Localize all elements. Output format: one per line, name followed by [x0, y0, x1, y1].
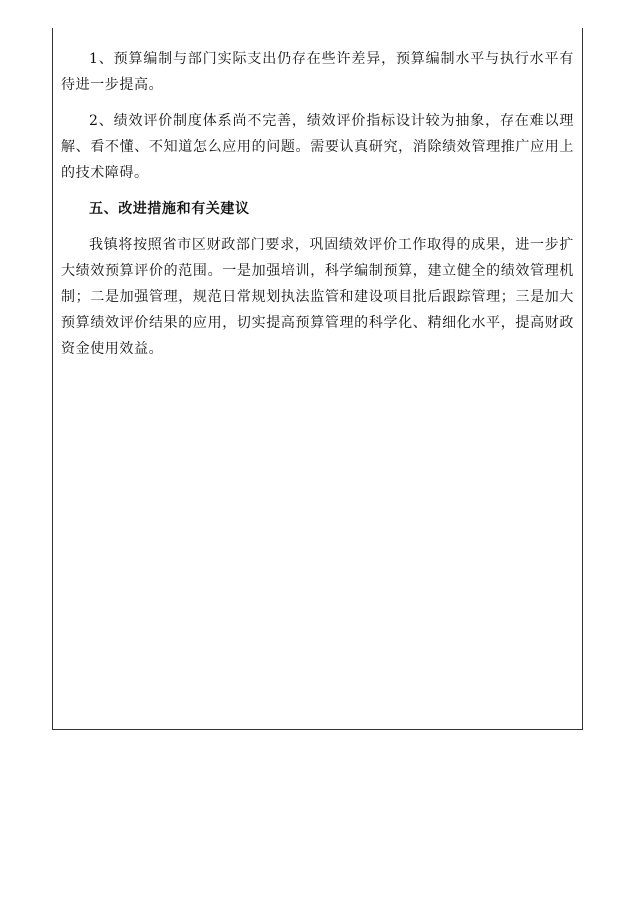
section-heading: 五、改进措施和有关建议 — [89, 201, 250, 217]
document-body — [61, 46, 574, 362]
paragraph-spacer — [61, 98, 574, 108]
paragraph-spacer — [61, 186, 574, 196]
issue-paragraph-2: 2、绩效评价制度体系尚不完善，绩效评价指标设计较为抽象，存在难以理解、看不懂、不知道怎么应用的问题。需要认真研究，消除绩效管理推广应用上的技术障碍。 — [61, 113, 574, 181]
issue-paragraph-1: 1、预算编制与部门实际支出仍存在些许差异，预算编制水平与执行水平有待进一步提高。 — [61, 51, 574, 93]
measures-paragraph: 我镇将按照省市区财政部门要求，巩固绩效评价工作取得的成果，进一步扩大绩效预算评价的范围。一是加强培训，科学编制预算，建立健全的绩效管理机制；二是加强管理，规范日常规划执法监管和建设项目批后跟踪管理；三是加大预算绩效评价结果的应用，切实提高预算管理的科学化、精细化水平，提高财政资金使用效益。 — [61, 237, 574, 357]
document-table-cell — [52, 28, 583, 730]
paragraph-spacer — [61, 222, 574, 232]
